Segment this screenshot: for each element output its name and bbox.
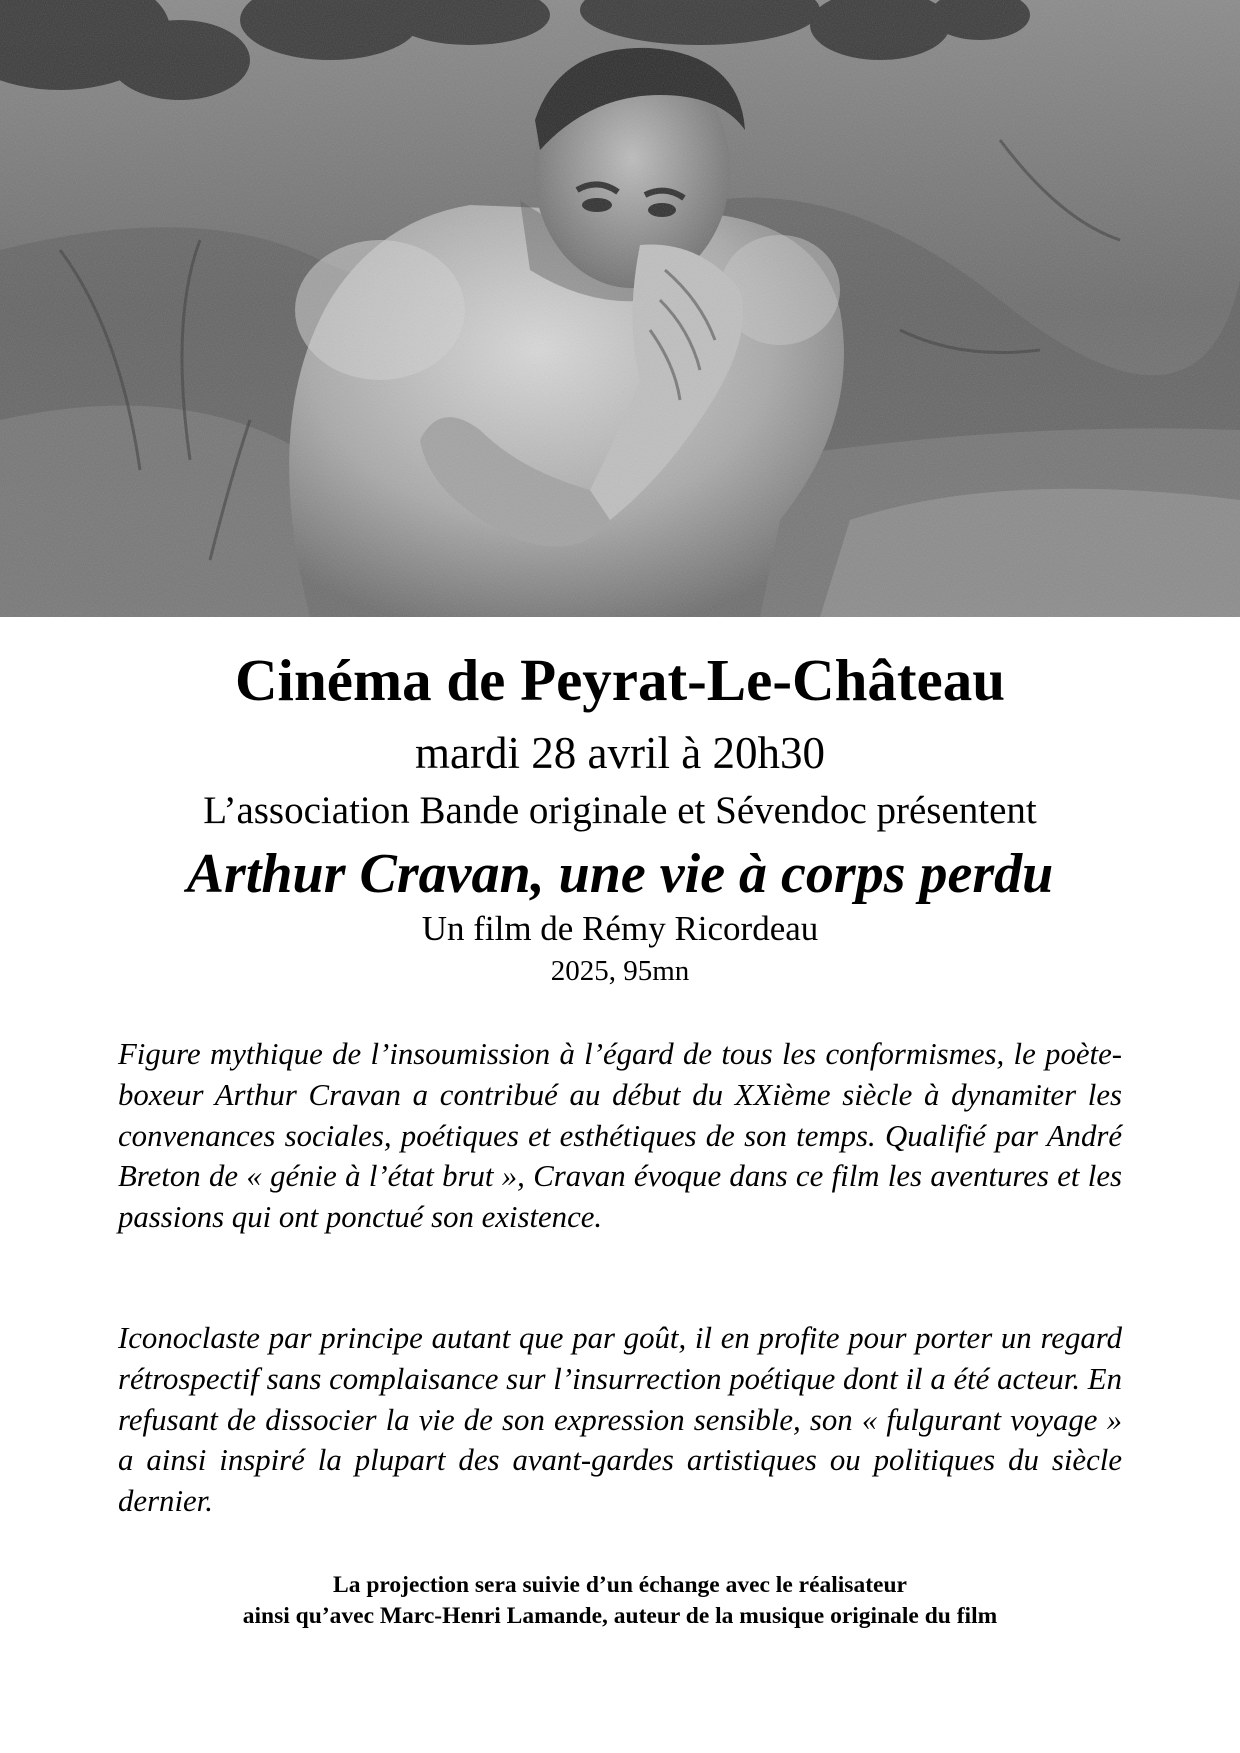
- venue-title: Cinéma de Peyrat-Le-Château: [234, 647, 1006, 713]
- synopsis-paragraph: Iconoclaste par principe autant que par goût, il en profite pour porter un regard rétrospectif sans complaisance sur l’insurrection poétique dont il a été acteur. En refusant de dissocier la vie de son expression sensible, son « fulgurant voyage » a ainsi inspiré la plupart des avant-gardes artistiques ou politiques du siècle dernier.: [118, 1321, 1122, 1519]
- footer-note-line: ainsi qu’avec Marc-Henri Lamande, auteur de la musique originale du film: [242, 1603, 998, 1629]
- director-credit: Un film de Rémy Ricordeau: [421, 909, 819, 948]
- banner-photo: [0, 0, 1240, 617]
- screening-date-time: mardi 28 avril à 20h30: [415, 728, 825, 778]
- footer-note-line: La projection sera suivie d’un échange avec le réalisateur: [333, 1572, 907, 1598]
- film-title: Arthur Cravan, une vie à corps perdu: [186, 843, 1054, 905]
- year-duration: 2025, 95mn: [550, 955, 690, 987]
- presenters-line: L’association Bande originale et Sévendoc présentent: [203, 789, 1037, 832]
- shirtless-man-photo: [0, 0, 1240, 617]
- synopsis-paragraph: Figure mythique de l’insoumission à l’égard de tous les conformismes, le poète-boxeur Arthur Cravan a contribué au début du XXième siècle à dynamiter les convenances sociales, poétiques et esthétiques de son temps. Qualifié par André Breton de « génie à l’état brut », Cravan évoque dans ce film les aventures et les passions qui ont ponctué son existence.: [118, 1037, 1122, 1235]
